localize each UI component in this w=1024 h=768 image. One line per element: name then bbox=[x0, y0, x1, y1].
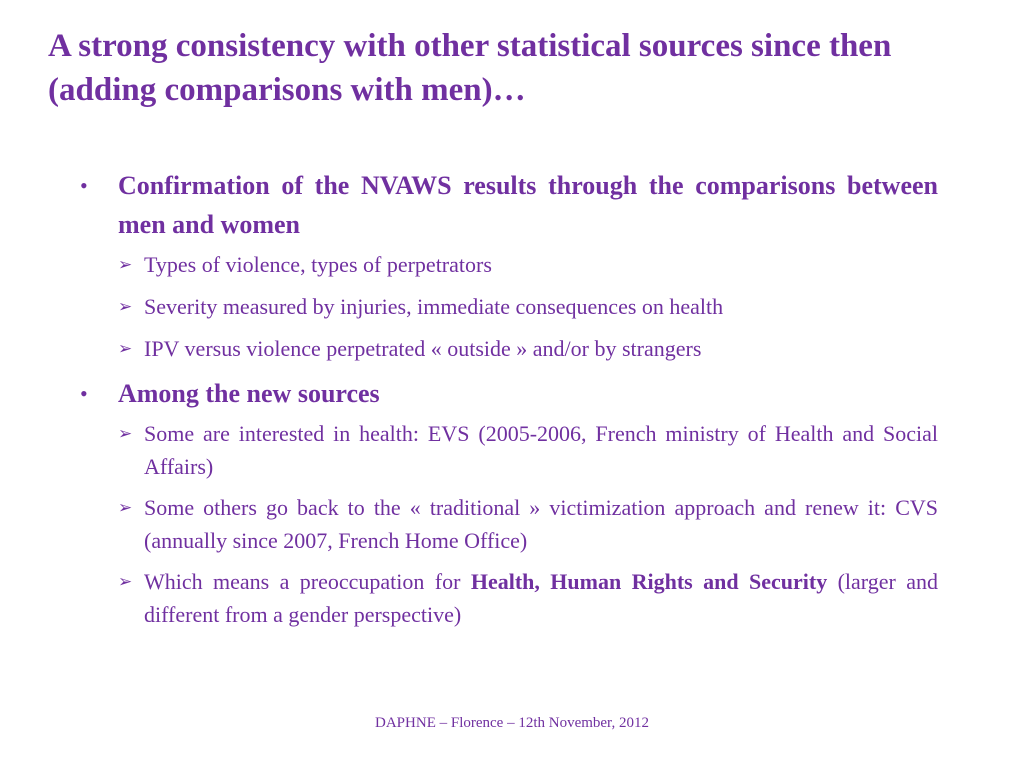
sub-item bbox=[118, 417, 938, 483]
arrow-bullet-icon: ➢ bbox=[118, 424, 133, 443]
sub-item bbox=[118, 491, 938, 557]
arrow-bullet-icon: ➢ bbox=[118, 498, 133, 517]
sub-item-text: IPV versus violence perpetrated « outside » and/or by strangers bbox=[144, 336, 702, 361]
sub-item bbox=[118, 290, 938, 323]
bullet-text: Confirmation of the NVAWS results through the comparisons between men and women bbox=[118, 171, 938, 239]
sub-item bbox=[118, 332, 938, 365]
bullet-text: Among the new sources bbox=[118, 379, 380, 408]
sub-item-text: Severity measured by injuries, immediate consequences on health bbox=[144, 294, 724, 319]
arrow-bullet-icon: ➢ bbox=[118, 255, 133, 274]
bullet-marker: • bbox=[80, 173, 88, 198]
sub-item-text: Types of violence, types of perpetrators bbox=[144, 252, 492, 277]
sub-item-text: Some are interested in health: EVS (2005-2006, French ministry of Health and Social Affairs) bbox=[144, 421, 938, 479]
slide-footer: DAPHNE – Florence – 12th November, 2012 bbox=[375, 715, 649, 731]
arrow-bullet-icon: ➢ bbox=[118, 339, 133, 358]
arrow-bullet-icon: ➢ bbox=[118, 572, 133, 591]
slide-title: A strong consistency with other statistical sources since then (adding comparisons with men)… bbox=[48, 28, 892, 108]
sub-item bbox=[118, 248, 938, 281]
sub-item-text-emphasis: Health, Human Rights and Security bbox=[470, 569, 828, 594]
slide-content bbox=[78, 166, 938, 639]
bullet-item-nvaws-confirmation bbox=[78, 166, 938, 244]
sub-item-text-prefix: Which means a preoccupation for bbox=[144, 569, 471, 594]
bullet-item-new-sources bbox=[78, 374, 938, 413]
sub-list-new-sources bbox=[78, 417, 938, 631]
sub-item bbox=[118, 565, 938, 631]
sub-item-text-suffix: (larger and different from a gender perspective) bbox=[144, 569, 938, 627]
arrow-bullet-icon: ➢ bbox=[118, 297, 133, 316]
sub-list-comparisons bbox=[78, 248, 938, 365]
sub-item-text bbox=[144, 565, 938, 631]
bullet-marker: • bbox=[80, 381, 88, 406]
sub-item-text: Some others go back to the « traditional » victimization approach and renew it: CVS (annually since 2007, French Home Office) bbox=[144, 495, 938, 553]
